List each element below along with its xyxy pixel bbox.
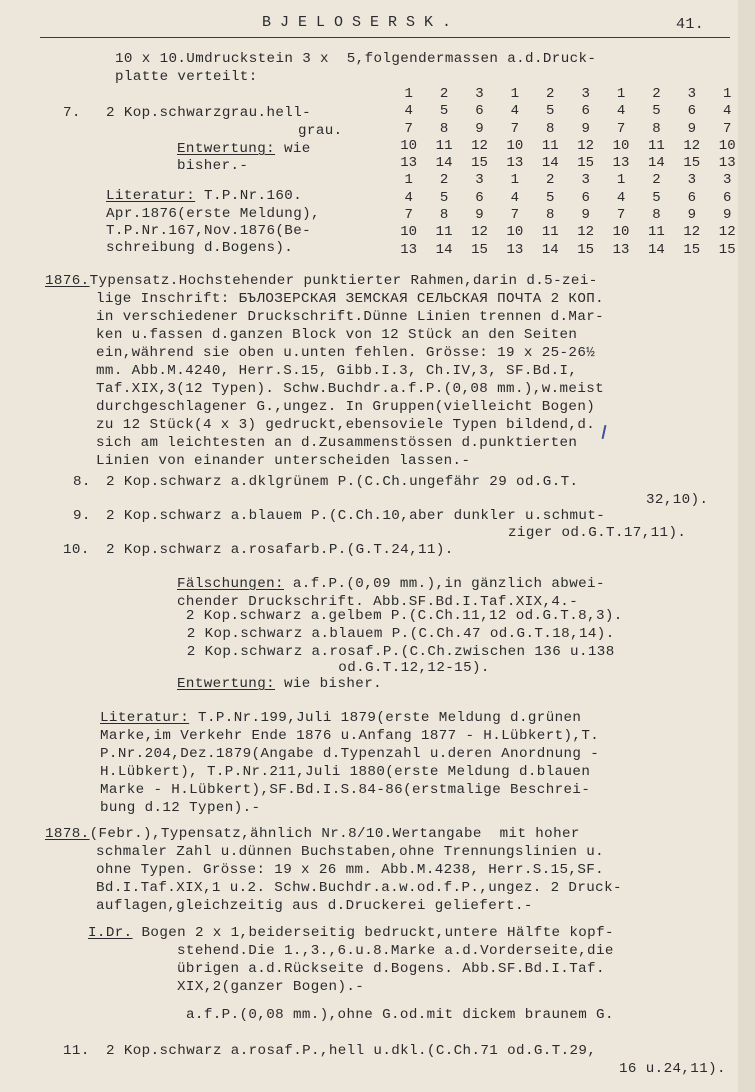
plate-grid-cell: 3: [581, 86, 590, 102]
literatur-label: Literatur:: [100, 710, 190, 726]
text-line: 10 x 10.Umdruckstein 3 x 5,folgendermassen a.d.Druck-: [115, 51, 597, 67]
plate-grid-cell: 7: [510, 207, 520, 224]
text-line: schmaler Zahl u.dünnen Buchstaben,ohne Trennungslinien u.: [96, 844, 605, 860]
item-number: 11.: [63, 1043, 90, 1059]
plate-grid-cell: 9: [687, 207, 697, 224]
plate-grid-cell: 6: [687, 103, 697, 120]
plate-grid-cell: 13: [506, 155, 524, 172]
plate-grid-row: [391, 103, 745, 120]
page-number: 41.: [676, 16, 705, 33]
plate-grid-cell: 7: [510, 120, 520, 137]
plate-grid-cell: 10: [400, 224, 418, 241]
cancellation-line: [177, 675, 382, 693]
year-heading: [45, 825, 580, 843]
text-line: chender Druckschrift. Abb.SF.Bd.I.Taf.XIX,4.-: [177, 594, 579, 610]
plate-grid-cell: 9: [475, 207, 484, 224]
text-line: T.P.Nr.167,Nov.1876(Be-: [106, 223, 312, 239]
faelschungen-label: Fälschungen:: [177, 576, 284, 592]
plate-grid-cell: 5: [439, 189, 449, 206]
plate-grid-cell: 13: [718, 155, 736, 172]
item-description: grau.: [298, 123, 343, 139]
text-line: Marke - H.Lübkert),SF.Bd.I.S.84-86(erstmalige Beschrei-: [100, 782, 591, 798]
plate-grid-row: [391, 86, 745, 103]
plate-grid-cell: 6: [475, 103, 484, 120]
text-line: in verschiedener Druckschrift.Dünne Linien trennen d.Mar-: [96, 309, 605, 325]
text-line: Linien von einander unterscheiden lassen.-: [96, 453, 471, 469]
text-line: bung d.12 Typen).-: [100, 800, 261, 816]
pen-mark: [602, 425, 607, 439]
text-line: stehend.Die 1.,3.,6.u.8.Marke a.d.Vorderseite,die: [177, 943, 614, 959]
literature-line: [100, 709, 581, 727]
plate-grid-cell: 14: [435, 241, 453, 258]
plate-grid-cell: 8: [652, 207, 661, 224]
literatur-text: T.P.Nr.160.: [195, 188, 303, 204]
plate-grid-cell: 4: [616, 189, 626, 206]
plate-grid-row: [391, 172, 745, 189]
plate-grid-row: [391, 121, 745, 138]
plate-grid-cell: 3: [687, 172, 697, 189]
plate-grid-cell: 9: [581, 120, 590, 137]
text-line: schreibung d.Bogens).: [106, 240, 294, 256]
plate-grid-cell: 15: [683, 241, 701, 258]
entwertung-text: wie bisher.: [275, 676, 383, 692]
plate-grid-cell: 13: [506, 241, 524, 258]
plate-grid-row: [391, 242, 745, 259]
plate-grid-cell: 5: [546, 103, 555, 120]
item-description: 2 Kop.schwarz a.rosaf.P.,hell u.dkl.(C.Ch.71 od.G.T.29,: [106, 1043, 597, 1059]
text-line: ken u.fassen d.ganzen Block von 12 Stück an den Seiten: [96, 327, 578, 343]
plate-grid-cell: 5: [652, 103, 661, 120]
text-line: Taf.XIX,3(12 Typen). Schw.Buchdr.a.f.P.(0,08 mm.),w.meist: [96, 381, 605, 397]
printing-line: [88, 924, 614, 942]
plate-grid-cell: 12: [471, 137, 488, 154]
plate-grid-cell: 1: [510, 172, 520, 189]
plate-grid-cell: 3: [687, 86, 697, 102]
item-description: 2 Kop.schwarz a.rosafarb.P.(G.T.24,11).: [106, 542, 454, 558]
plate-grid-cell: 13: [612, 155, 630, 172]
year-heading: [45, 272, 598, 290]
item-description: 2 Kop.schwarz a.blauem P.(C.Ch.10,aber dunkler u.schmut-: [106, 508, 606, 524]
literatur-label: Literatur:: [106, 188, 196, 204]
plate-grid-cell: 11: [435, 224, 453, 241]
entwertung-label: Entwertung:: [177, 676, 276, 692]
item-description: 2 Kop.schwarz a.dklgrünem P.(C.Ch.ungefähr 29 od.G.T.: [106, 474, 579, 490]
plate-grid-row: [391, 155, 745, 172]
plate-grid-cell: 3: [475, 172, 484, 189]
plate-grid-cell: 2: [439, 172, 449, 189]
item-number: 8.: [73, 474, 91, 490]
text-line: Typensatz.Hochstehender punktierter Rahmen,darin d.5-zei-: [89, 273, 598, 289]
text-line: ein,während sie oben u.unten fehlen. Grösse: 19 x 25-26½: [96, 345, 596, 361]
plate-grid-cell: 1: [404, 172, 413, 189]
plate-grid-cell: 7: [723, 120, 732, 137]
plate-grid-cell: 9: [475, 120, 484, 137]
plate-grid-cell: 6: [581, 189, 590, 206]
plate-grid-cell: 1: [510, 86, 520, 102]
plate-grid-cell: 9: [723, 207, 732, 224]
plate-grid-cell: 14: [648, 155, 665, 172]
plate-grid-cell: 6: [475, 189, 484, 206]
text-line: T.P.Nr.199,Juli 1879(erste Meldung d.grünen: [189, 710, 582, 726]
plate-grid-cell: 1: [616, 172, 626, 189]
plate-grid-cell: 1: [404, 86, 413, 102]
plate-grid-cell: 8: [546, 120, 555, 137]
item-number: 10.: [63, 542, 90, 558]
entwertung-label: Entwertung:: [177, 141, 276, 157]
header-rule: [40, 37, 730, 38]
text-line: auflagen,gleichzeitig aus d.Druckerei geliefert.-: [96, 898, 533, 914]
plate-grid-cell: 9: [581, 207, 590, 224]
plate-grid-cell: 15: [471, 155, 488, 172]
plate-grid-row: [391, 138, 745, 155]
plate-grid-cell: 10: [612, 137, 630, 154]
plate-grid-cell: 10: [506, 137, 524, 154]
plate-layout-grid: [391, 86, 745, 259]
plate-grid-cell: 10: [506, 224, 524, 241]
plate-grid-cell: 14: [648, 241, 665, 258]
plate-grid-cell: 12: [683, 137, 701, 154]
plate-grid-cell: 8: [439, 207, 449, 224]
idr-label: I.Dr.: [88, 925, 133, 941]
plate-grid-cell: 14: [541, 241, 559, 258]
item-description: 2 Kop.schwarzgrau.hell-: [106, 105, 312, 121]
forgeries-line: [177, 575, 605, 593]
plate-grid-cell: 13: [400, 155, 418, 172]
plate-grid-cell: 12: [577, 137, 595, 154]
text-line: 2 Kop.schwarz a.rosaf.P.(C.Ch.zwischen 136 u.138: [160, 644, 615, 660]
year-label: 1878.: [45, 826, 90, 842]
plate-grid-cell: 5: [546, 189, 555, 206]
text-line: XIX,2(ganzer Bogen).-: [177, 979, 365, 995]
item-description: 32,10).: [646, 492, 709, 508]
text-line: platte verteilt:: [115, 69, 258, 85]
plate-grid-cell: 11: [435, 137, 453, 154]
plate-grid-cell: 2: [546, 172, 555, 189]
plate-grid-cell: 14: [541, 155, 559, 172]
text-line: sich am leichtesten an d.Zusammenstössen d.punktierten: [96, 435, 578, 451]
plate-grid-cell: 5: [439, 103, 449, 120]
text-line: a.f.P.(0,09 mm.),in gänzlich abwei-: [283, 576, 605, 592]
year-label: 1876.: [45, 273, 90, 289]
plate-grid-cell: 3: [475, 86, 484, 102]
plate-grid-cell: 11: [541, 224, 559, 241]
plate-grid-cell: 12: [471, 224, 488, 241]
plate-grid-cell: 3: [723, 172, 732, 189]
plate-grid-cell: 6: [687, 189, 697, 206]
plate-grid-cell: 7: [616, 120, 626, 137]
plate-grid-cell: 4: [404, 189, 413, 206]
plate-grid-row: [391, 224, 745, 241]
plate-grid-cell: 1: [616, 86, 626, 102]
plate-grid-cell: 12: [683, 224, 701, 241]
text-line: ohne Typen. Grösse: 19 x 26 mm. Abb.M.4238, Herr.S.15,SF.: [96, 862, 605, 878]
plate-grid-cell: 8: [546, 207, 555, 224]
item-description: 16 u.24,11).: [619, 1061, 726, 1077]
text-line: durchgeschlagener G.,ungez. In Gruppen(vielleicht Bogen): [96, 399, 596, 415]
plate-grid-cell: 8: [652, 120, 661, 137]
plate-grid-cell: 10: [400, 137, 418, 154]
plate-grid-cell: 12: [718, 224, 736, 241]
plate-grid-cell: 11: [648, 137, 665, 154]
text-line: lige Inschrift: БЪЛОЗЕРСКАЯ ЗЕМСКАЯ СЕЛЬСКАЯ ПОЧТА 2 КОП.: [96, 291, 605, 307]
plate-grid-cell: 2: [439, 86, 449, 102]
plate-grid-cell: 3: [581, 172, 590, 189]
text-line: 2 Kop.schwarz a.blauem P.(C.Ch.47 od.G.T.18,14).: [160, 626, 615, 642]
plate-grid-cell: 13: [400, 241, 418, 258]
plate-grid-cell: 5: [652, 189, 661, 206]
text-line: Bogen 2 x 1,beiderseitig bedruckt,untere Hälfte kopf-: [132, 925, 614, 941]
item-number: 7.: [63, 105, 81, 121]
plate-grid-cell: 10: [718, 137, 736, 154]
plate-grid-cell: 10: [612, 224, 630, 241]
plate-grid-cell: 4: [510, 103, 520, 120]
plate-grid-cell: 2: [652, 172, 661, 189]
text-line: a.f.P.(0,08 mm.),ohne G.od.mit dickem braunem G.: [186, 1007, 614, 1023]
text-line: Marke,im Verkehr Ende 1876 u.Anfang 1877 - H.Lübkert),T.: [100, 728, 600, 744]
text-line: mm. Abb.M.4240, Herr.S.15, Gibb.I.3, Ch.IV,3, SF.Bd.I,: [96, 363, 578, 379]
plate-grid-cell: 15: [718, 241, 736, 258]
text-line: P.Nr.204,Dez.1879(Angabe d.Typenzahl u.deren Anordnung -: [100, 746, 600, 762]
plate-grid-row: [391, 190, 745, 207]
entwertung-text: wie: [275, 141, 311, 157]
item-description: ziger od.G.T.17,11).: [508, 525, 687, 541]
text-line: bisher.-: [177, 158, 249, 174]
plate-grid-cell: 15: [471, 241, 488, 258]
plate-grid-cell: 4: [616, 103, 626, 120]
plate-grid-cell: 11: [541, 137, 559, 154]
plate-grid-cell: 6: [581, 103, 590, 120]
text-line: H.Lübkert), T.P.Nr.211,Juli 1880(erste Meldung d.blauen: [100, 764, 591, 780]
plate-grid-cell: 11: [648, 224, 665, 241]
plate-grid-cell: 13: [612, 241, 630, 258]
text-line: od.G.T.12,12-15).: [160, 660, 490, 676]
cancellation-line: [177, 140, 311, 158]
item-number: 9.: [73, 508, 91, 524]
plate-grid-row: [391, 207, 745, 224]
text-line: Bd.I.Taf.XIX,1 u.2. Schw.Buchdr.a.w.od.f.P.,ungez. 2 Druck-: [96, 880, 622, 896]
plate-grid-cell: 15: [577, 155, 595, 172]
plate-grid-cell: 4: [404, 103, 413, 120]
text-line: (Febr.),Typensatz,ähnlich Nr.8/10.Wertangabe mit hoher: [89, 826, 580, 842]
plate-grid-cell: 15: [577, 241, 595, 258]
text-line: übrigen a.d.Rückseite d.Bogens. Abb.SF.Bd.I.Taf.: [177, 961, 605, 977]
plate-grid-cell: 4: [510, 189, 520, 206]
plate-grid-cell: 12: [577, 224, 595, 241]
plate-grid-cell: 4: [723, 103, 732, 120]
plate-grid-cell: 14: [435, 155, 453, 172]
literature-line: [106, 187, 302, 205]
plate-grid-cell: 9: [687, 120, 697, 137]
text-line: Apr.1876(erste Meldung),: [106, 206, 320, 222]
plate-grid-cell: 15: [683, 155, 701, 172]
plate-grid-cell: 6: [723, 189, 732, 206]
plate-grid-cell: 7: [404, 207, 413, 224]
text-line: zu 12 Stück(4 x 3) gedruckt,ebensoviele Typen bildend,d.: [96, 417, 596, 433]
plate-grid-cell: 8: [439, 120, 449, 137]
plate-grid-cell: 7: [404, 120, 413, 137]
text-line: 2 Kop.schwarz a.gelbem P.(C.Ch.11,12 od.G.T.8,3).: [177, 608, 623, 624]
page-header-title: BJELOSERSK.: [262, 14, 461, 31]
plate-grid-cell: 7: [616, 207, 626, 224]
plate-grid-cell: 1: [723, 86, 732, 102]
plate-grid-cell: 2: [652, 86, 661, 102]
plate-grid-cell: 2: [546, 86, 555, 102]
